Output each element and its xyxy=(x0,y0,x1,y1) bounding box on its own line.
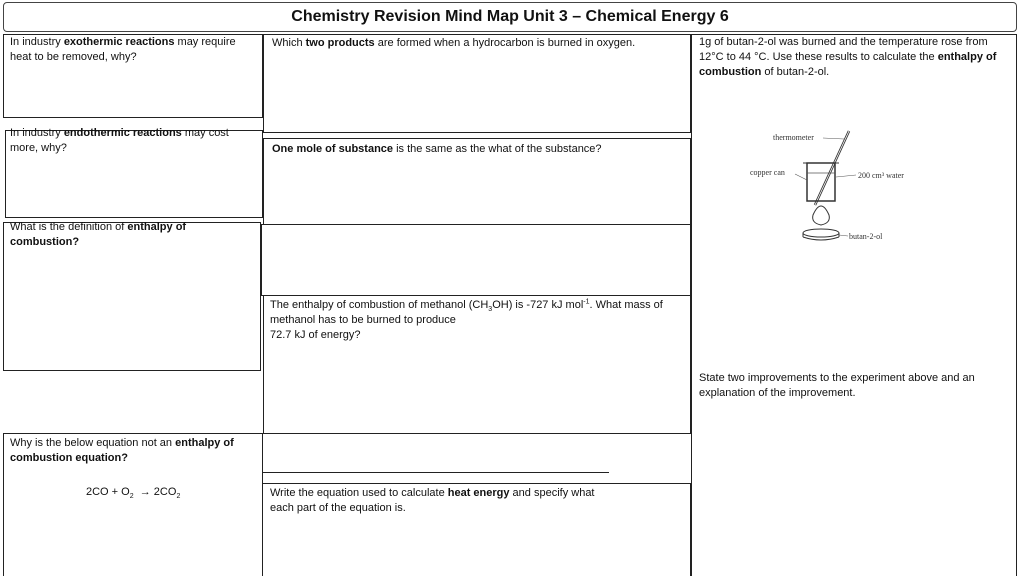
title-bar xyxy=(3,2,1017,32)
text-fragment: . What mass of methanol has to be burned to produce xyxy=(270,299,663,326)
superscript: -1 xyxy=(583,298,590,306)
calorimetry-diagram xyxy=(745,125,935,250)
text-fragment: of butan-2-ol. xyxy=(761,66,830,78)
text-fragment: What is the definition of xyxy=(10,221,128,233)
text-fragment: Which xyxy=(272,37,306,49)
butanol-label: butan-2-ol xyxy=(849,232,883,241)
products-question xyxy=(272,36,682,51)
text-fragment: Write the equation used to calculate xyxy=(270,487,448,499)
subscript: 2 xyxy=(129,493,134,501)
burner-icon xyxy=(813,206,830,225)
text-bold: heat energy xyxy=(447,487,510,499)
subscript: 3 xyxy=(488,306,493,314)
text-fragment: 2CO xyxy=(150,486,177,498)
text-fragment: OH) is -727 kJ mol xyxy=(492,299,584,311)
equation-question xyxy=(10,436,255,466)
divider-line xyxy=(262,483,609,484)
definition-question xyxy=(10,220,210,250)
endothermic-question xyxy=(10,126,255,156)
text-fragment: are formed when a hydrocarbon is burned in oxygen. xyxy=(374,37,636,49)
text-fragment: is the same as the what of the substance? xyxy=(393,143,602,155)
text-fragment: The enthalpy of combustion of methanol (CH xyxy=(270,299,489,311)
water-label: 200 cm³ water xyxy=(858,171,904,180)
divider-line xyxy=(262,433,263,483)
text-fragment: may cost more, why? xyxy=(10,127,229,154)
text-bold: exothermic reactions xyxy=(63,36,175,48)
text-fragment: 1g of butan-2-ol was burned and the temperature rose from 12°C to 44 °C. Use these results to calculate the xyxy=(699,36,988,63)
text-fragment: Why is the below equation not an xyxy=(10,437,176,449)
heat-energy-question xyxy=(270,486,610,516)
page-title: Chemistry Revision Mind Map Unit 3 – Chemical Energy 6 xyxy=(291,8,729,25)
arrow-icon: → xyxy=(139,486,151,498)
blank-middle-box xyxy=(261,224,691,296)
text-bold: enthalpy of combustion? xyxy=(10,221,187,248)
text-bold: enthalpy of combustion equation? xyxy=(10,437,234,464)
text-fragment: 72.7 kJ of energy? xyxy=(270,329,361,341)
text-fragment: and specify what each part of the equation is. xyxy=(270,487,595,514)
text-bold: endothermic reactions xyxy=(63,127,182,139)
text-fragment: In industry xyxy=(10,36,64,48)
exothermic-question xyxy=(10,35,255,65)
text-bold: enthalpy of combustion xyxy=(699,51,997,78)
butanol-question xyxy=(699,35,1004,80)
mole-question xyxy=(272,142,682,157)
text-fragment: may require heat to be removed, why? xyxy=(10,36,236,63)
text-bold: two products xyxy=(305,37,375,49)
text-bold: One mole of substance xyxy=(272,143,394,155)
divider-line xyxy=(262,472,609,473)
thermometer-label: thermometer xyxy=(773,133,814,142)
copper-can-label: copper can xyxy=(750,168,785,177)
subscript: 2 xyxy=(176,493,181,501)
improvements-question xyxy=(699,371,1004,401)
chemical-equation xyxy=(86,485,236,500)
text-fragment: In industry xyxy=(10,127,64,139)
right-column-frame xyxy=(691,34,1017,576)
methanol-question xyxy=(270,298,670,343)
text-fragment: 2CO + O xyxy=(86,486,130,498)
text-fragment: State two improvements to the experiment above and an explanation of the improvement. xyxy=(699,372,975,399)
